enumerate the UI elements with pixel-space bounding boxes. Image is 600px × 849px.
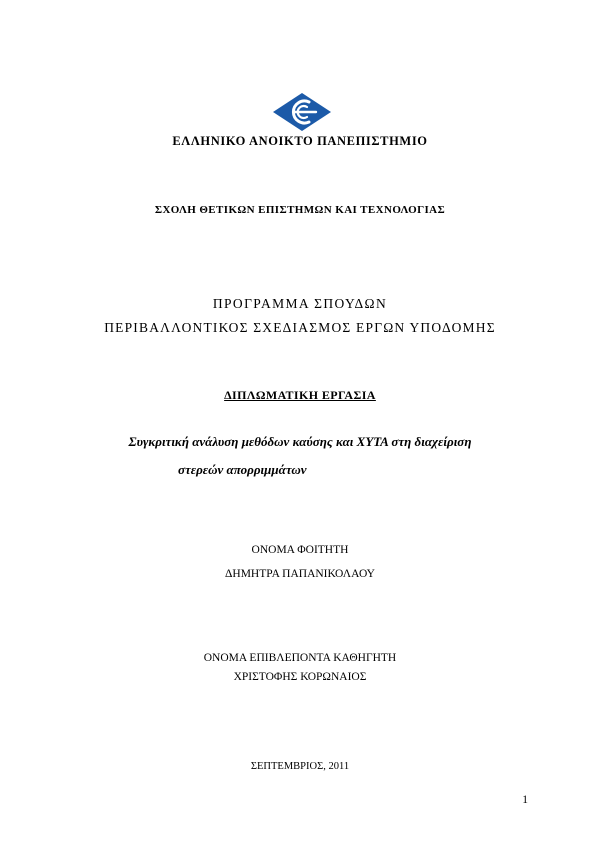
page-number: 1	[522, 794, 528, 806]
program-name: ΠΕΡΙΒΑΛΛΟΝΤΙΚΟΣ ΣΧΕΔΙΑΣΜΟΣ ΕΡΓΩΝ ΥΠΟΔΟΜΗΣ	[104, 320, 496, 335]
thesis-title-line2: στερεών απορριμμάτων	[178, 462, 307, 477]
thesis-title-line1: Συγκριτική ανάλυση μεθόδων καύσης και ΧΥΤΑ στη διαχείριση	[128, 434, 472, 449]
supervisor-label: ΟΝΟΜΑ ΕΠΙΒΛΕΠΟΝΤΑ ΚΑΘΗΓΗΤΗ	[203, 652, 397, 664]
university-name: ΕΛΛΗΝΙΚΟ ΑΝΟΙΚΤΟ ΠΑΝΕΠΙΣΤΗΜΙΟ	[172, 134, 428, 148]
school-name: ΣΧΟΛΗ ΘΕΤΙΚΩΝ ΕΠΙΣΤΗΜΩΝ ΚΑΙ ΤΕΧΝΟΛΟΓΙΑΣ	[154, 204, 446, 216]
program-heading: ΠΡΟΓΡΑΜΜΑ ΣΠΟΥΔΩΝ	[212, 296, 388, 311]
student-name: ΔΗΜΗΤΡΑ ΠΑΠΑΝΙΚΟΛΑΟΥ	[225, 568, 375, 580]
submission-date: ΣΕΠΤΕΜΒΡΙΟΣ, 2011	[250, 761, 350, 772]
university-logo	[272, 92, 332, 132]
thesis-type: ΔΙΠΛΩΜΑΤΙΚΗ ΕΡΓΑΣΙΑ	[224, 388, 376, 402]
supervisor-name: ΧΡΙΣΤΟΦΗΣ ΚΟΡΩΝΑΙΟΣ	[233, 671, 367, 683]
student-label: ΟΝΟΜΑ ΦΟΙΤΗΤΗ	[251, 544, 349, 556]
